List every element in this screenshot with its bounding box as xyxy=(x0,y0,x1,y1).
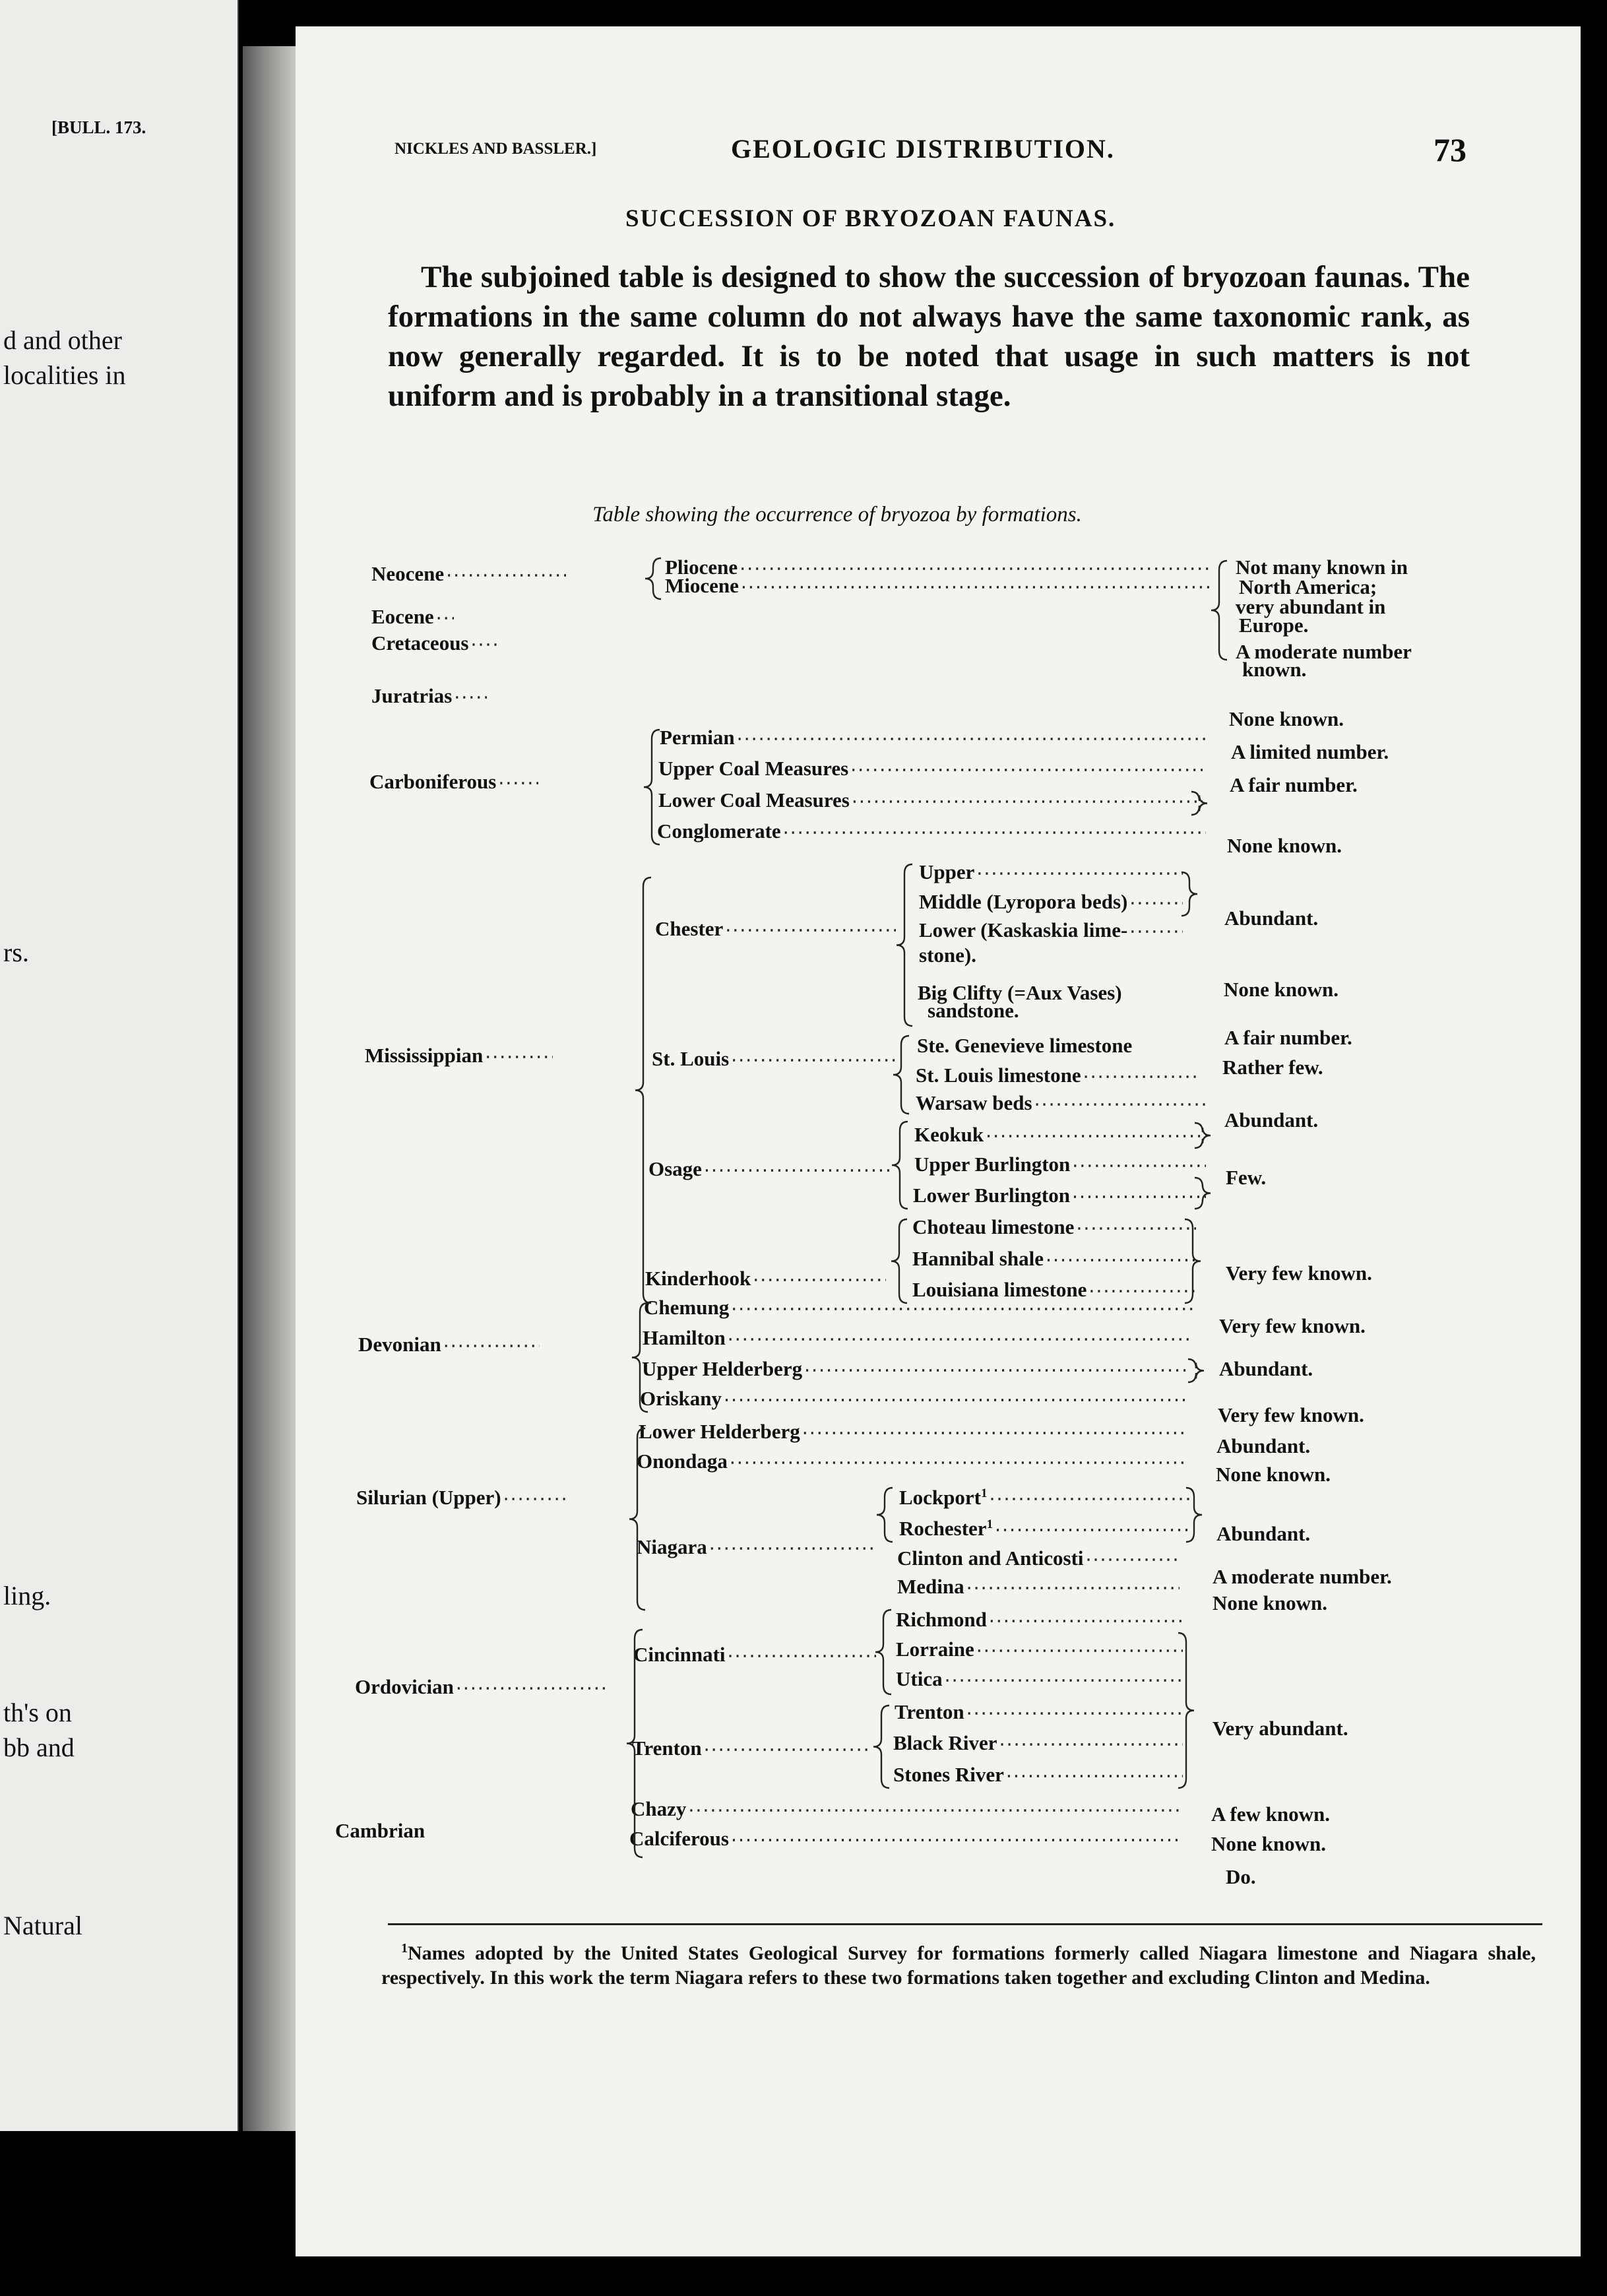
brace-right-ordovician xyxy=(1178,1633,1194,1788)
occurrence-label: None known. xyxy=(1227,834,1342,857)
brace-right-coal xyxy=(1191,792,1207,815)
subformation-label: Louisiana limestone xyxy=(912,1278,1087,1301)
occurrence-label: Few. xyxy=(1226,1166,1267,1189)
page-sheet xyxy=(296,26,1581,2256)
subformation-label: Upper Burlington xyxy=(914,1153,1071,1176)
occurrence-label: Rather few. xyxy=(1222,1056,1323,1079)
system-label: Carboniferous xyxy=(369,770,497,793)
occurrence-label: Very few known. xyxy=(1219,1314,1366,1337)
subformation-label: Lockport$^1$ xyxy=(899,1486,988,1509)
running-head-authors: NICKLES AND BASSLER.] xyxy=(394,140,597,158)
system-label: Mississippian xyxy=(365,1044,484,1067)
occurrence-label: North America; xyxy=(1239,575,1377,598)
subformation-label: St. Louis limestone xyxy=(916,1064,1081,1087)
subformation-label: Lorraine xyxy=(896,1638,974,1661)
system-label: Cretaceous xyxy=(371,631,469,654)
brace-right-not-many xyxy=(1211,561,1227,660)
occurrence-label: A moderate number. xyxy=(1213,1565,1392,1588)
occurrence-label: A fair number. xyxy=(1224,1026,1352,1049)
formation-label: Permian xyxy=(660,726,735,749)
occurrence-label: Very few known. xyxy=(1218,1403,1364,1426)
brace-right-niagara xyxy=(1186,1488,1202,1542)
formation-label: Chazy xyxy=(631,1797,687,1820)
footnote-text: Names adopted by the United States Geological Survey for formations formerly called Niagara limestone and Niagara shale, respectively. In this work the term Niagara refers to these two formations taken together and excluding Clinton and Medina. xyxy=(381,1942,1536,1989)
brace-right-helderberg xyxy=(1188,1359,1204,1382)
left-page-fragment: Natural xyxy=(3,1911,82,1940)
formation-label: Chester xyxy=(655,917,724,940)
occurrence-label: A limited number. xyxy=(1231,740,1389,763)
subformation-label: Medina xyxy=(897,1575,964,1598)
subformation-label: Clinton and Anticosti xyxy=(897,1547,1084,1570)
occurrence-label: Abundant. xyxy=(1224,907,1319,930)
table-caption: Table showing the occurrence of bryozoa by formations. xyxy=(592,503,1082,526)
left-page-header: [BULL. 173. xyxy=(51,117,146,137)
brace-right-chester xyxy=(1182,872,1197,916)
subformation-label: Keokuk xyxy=(914,1123,984,1146)
formation-label: Chemung xyxy=(644,1296,730,1319)
subformation-label: stone). xyxy=(919,943,976,967)
subformation-label: Trenton xyxy=(895,1700,964,1723)
occurrence-label: Do. xyxy=(1226,1865,1256,1888)
footnote-rule xyxy=(388,1923,1542,1925)
occurrence-label: Abundant. xyxy=(1224,1108,1319,1132)
subformation-label: Utica xyxy=(896,1667,943,1690)
formation-label: Lower Coal Measures xyxy=(658,788,850,812)
occurrence-label: A fair number. xyxy=(1230,773,1358,796)
footnote-mark: 1 xyxy=(401,1941,408,1956)
brace-right-burlington xyxy=(1195,1178,1211,1209)
system-label: Eocene xyxy=(371,605,434,628)
subformation-label: Hannibal shale xyxy=(912,1247,1044,1270)
occurrence-label: A moderate number xyxy=(1236,640,1412,663)
subformation-label: Lower Burlington xyxy=(913,1184,1070,1207)
formation-label: Calciferous xyxy=(629,1827,729,1850)
occurrence-label: known. xyxy=(1242,658,1307,681)
system-label: Devonian xyxy=(358,1333,441,1356)
formation-label: Trenton xyxy=(632,1737,702,1760)
formation-label: St. Louis xyxy=(652,1047,730,1070)
system-label: Ordovician xyxy=(355,1675,454,1698)
formation-label: Cincinnati xyxy=(633,1643,726,1666)
formation-label: Conglomerate xyxy=(657,819,781,843)
subformation-label: Ste. Genevieve limestone xyxy=(917,1034,1133,1057)
left-page-fragment: localities in xyxy=(3,360,126,390)
bryozoa-formation-table xyxy=(296,26,1581,2256)
subformation-label: Upper xyxy=(919,860,975,883)
system-label: Cambrian xyxy=(335,1819,425,1842)
brace-osage xyxy=(892,1122,908,1209)
left-page-fragment: th's on xyxy=(3,1698,72,1727)
brace-right-keokuk xyxy=(1195,1123,1211,1148)
subformation-label: Big Clifty (=Aux Vases) xyxy=(918,981,1122,1004)
left-page-fragment: rs. xyxy=(3,938,29,967)
formation-label: Miocene xyxy=(665,574,739,597)
formation-label: Kinderhook xyxy=(645,1267,751,1290)
page-number: 73 xyxy=(1434,131,1466,168)
formation-label: Upper Coal Measures xyxy=(658,757,849,780)
formation-label: Onondaga xyxy=(637,1450,728,1473)
subformation-label: Lower (Kaskaskia lime- xyxy=(919,918,1128,941)
formation-label: Pliocene xyxy=(665,556,738,579)
brace-cincinnati xyxy=(875,1610,891,1694)
brace-trenton xyxy=(873,1706,889,1788)
brace-kinderhook xyxy=(891,1219,907,1303)
brace-st-louis xyxy=(893,1036,909,1114)
left-page-edge xyxy=(0,0,239,2131)
formation-label: Upper Helderberg xyxy=(642,1357,803,1380)
system-label: Neocene xyxy=(371,562,445,585)
formation-label: Lower Helderberg xyxy=(639,1420,800,1443)
subformation-label: sandstone. xyxy=(928,999,1019,1022)
subformation-label: Warsaw beds xyxy=(916,1091,1032,1114)
formation-label: Osage xyxy=(648,1157,702,1180)
occurrence-label: None known. xyxy=(1213,1591,1327,1614)
occurrence-label: Abundant. xyxy=(1219,1357,1313,1380)
section-title: SUCCESSION OF BRYOZOAN FAUNAS. xyxy=(625,205,1116,232)
formation-label: Oriskany xyxy=(640,1387,722,1410)
occurrence-label: Very abundant. xyxy=(1213,1717,1348,1740)
occurrence-label: None known. xyxy=(1216,1463,1331,1486)
occurrence-label: None known. xyxy=(1224,978,1339,1001)
system-label: Juratrias xyxy=(371,684,453,707)
subformation-label: Rochester$^1$ xyxy=(899,1517,993,1540)
subformation-label: Black River xyxy=(893,1731,997,1754)
brace-chester xyxy=(897,864,912,1026)
subformation-label: Middle (Lyropora beds) xyxy=(919,890,1128,913)
occurrence-label: A few known. xyxy=(1211,1802,1331,1826)
brace-neocene xyxy=(645,558,661,599)
formation-label: Niagara xyxy=(637,1535,707,1558)
left-page-fragment: ling. xyxy=(3,1581,51,1610)
occurrence-label: Abundant. xyxy=(1216,1522,1311,1545)
subformation-label: Choteau limestone xyxy=(912,1215,1075,1238)
occurrence-label: Europe. xyxy=(1239,614,1309,637)
intro-paragraph: The subjoined table is designed to show the succession of bryozoan faunas. The formations in the same column do not always have the same taxonomic rank, as now generally regarded. It is to be noted that usage in such matters is not uniform and is probably in a transitional stage. xyxy=(388,260,1470,413)
occurrence-label: Very few known. xyxy=(1226,1261,1372,1285)
subformation-label: Stones River xyxy=(893,1763,1004,1786)
subformation-label: Richmond xyxy=(896,1608,987,1631)
running-head-title: GEOLOGIC DISTRIBUTION. xyxy=(731,134,1115,164)
footnote xyxy=(381,1936,1536,1990)
brace-niagara xyxy=(877,1488,893,1542)
occurrence-label: None known. xyxy=(1229,707,1344,730)
right-page xyxy=(296,26,1581,2256)
occurrence-label: Not many known in xyxy=(1236,556,1408,579)
occurrence-label: very abundant in xyxy=(1236,595,1386,618)
occurrence-label: Abundant. xyxy=(1216,1434,1311,1457)
system-label: Silurian (Upper) xyxy=(356,1486,501,1509)
formation-label: Hamilton xyxy=(643,1326,726,1349)
left-page-fragment: bb and xyxy=(3,1733,75,1762)
brace-mississippian xyxy=(635,877,651,1303)
book-gutter xyxy=(243,46,296,2131)
occurrence-label: None known. xyxy=(1211,1832,1326,1855)
left-page-fragment: d and other xyxy=(3,325,122,355)
